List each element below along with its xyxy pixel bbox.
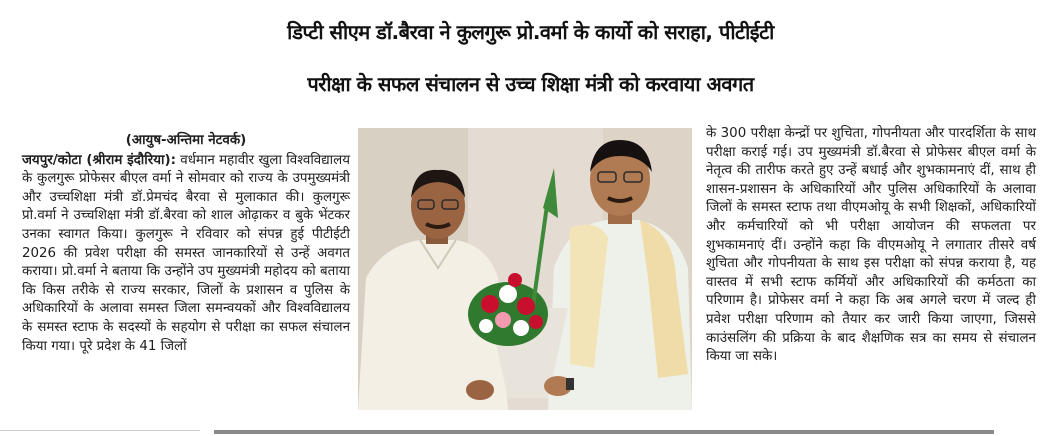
divider-bottom bbox=[214, 430, 994, 434]
right-body-text: के 300 परीक्षा केन्द्रों पर शुचिता, गोपनीयता और पारदर्शिता के साथ परीक्षा कराई गई। उप मुख्यमंत्री डॉ.बैरवा से प्रोफेसर बीएल वर्मा के नेतृत्व की तारीफ करते हुए उन्हें बधाई और शुभकामनाएं दीं, साथ ही शासन-प्रशासन के अधिकारियों और पुलिस अधिकारियों के अलावा जिलों के समस्त स्टाफ तथा वीएमओयू के सभी शिक्षकों, अधिकारियों और कर्मचारियों को भी परीक्षा आयोजन की सफलता पर शुभकामनाएं दीं। उन्होंने कहा कि वीएमओयू ने लगातार तीसरे वर्ष शुचिता और गोपनीयता के साथ इस परीक्षा को संपन्न कराया है, यह वास्तव में सभी स्टाफ कर्मियों और अधिकारियों की कर्मठता का परिणाम है। प्रोफेसर वर्मा ने कहा कि अब अगले चरण में जल्द ही प्रवेश परीक्षा परिणाम को तैयार कर जारी किया जाएगा, जिससे काउंसलिंग की प्रक्रिया के बाद शैक्षणिक सत्र का समय से संचालन किया जा सके। bbox=[706, 126, 1036, 365]
bouquet-flower-2 bbox=[499, 285, 517, 303]
bouquet-rose-7 bbox=[529, 315, 543, 329]
headline bbox=[0, 6, 1061, 110]
left-body-text: वर्धमान महावीर खुला विश्वविद्यालय के कुलगुरू प्रोफेसर बीएल वर्मा ने सोमवार को राज्य के उपमुख्यमंत्री और उच्चशिक्षा मंत्री डॉ.प्रेमचंद बैरवा से मुलाकात की। कुलगुरू प्रो.वर्मा ने उच्चशिक्षा मंत्री डॉ.बैरवा को शाल ओढ़ाकर व बुके भेंटकर उनका स्वागत किया। कुलगुरू ने रविवार को संपन्न हुई पीटीईटी 2026 की प्रवेश परीक्षा की समस्त जानकारियों से उन्हें अवगत कराया। प्रो.वर्मा ने बताया कि उन्होंने उप मुख्यमंत्री महोदय को बताया कि किस तरीके से राज्य सरकार, जिलों के प्रशासन व पुलिस के अधिकारियों के अलावा समस्त जिला समन्वयकों और विश्वविद्यालय के समस्त स्टाफ के सदस्यों के सहयोग से परीक्षा का सफल संचालन किया गया। पूरे प्रदेश के 41 जिलों bbox=[22, 152, 350, 354]
divider-left bbox=[0, 430, 200, 431]
news-photo-illustration bbox=[358, 128, 692, 410]
headline-line-2: परीक्षा के सफल संचालन से उच्च शिक्षा मंत्री को करवाया अवगत bbox=[307, 72, 754, 96]
news-credit: (आयुष-अन्तिमा नेटवर्क) bbox=[125, 133, 247, 148]
headline-line-1: डिप्टी सीएम डॉ.बैरवा ने कुलगुरू प्रो.वर्मा के कार्यो को सराहा, पीटीईटी bbox=[287, 20, 774, 44]
dateline: जयपुर/कोटा (श्रीराम इंदौरिया): bbox=[22, 152, 176, 168]
bouquet-rose-1 bbox=[481, 295, 499, 313]
bouquet-rose-8 bbox=[508, 273, 522, 287]
right-person-watch bbox=[566, 378, 574, 390]
news-photo bbox=[358, 128, 692, 410]
bouquet-flower-6 bbox=[479, 319, 493, 333]
bouquet-flower-4 bbox=[495, 312, 511, 328]
article-column-left bbox=[22, 132, 350, 356]
left-person-hand bbox=[466, 380, 494, 400]
bouquet-rose-3 bbox=[517, 297, 535, 315]
bouquet-flower-5 bbox=[513, 320, 529, 336]
article-column-right bbox=[706, 125, 1036, 367]
article-paragraph-left bbox=[22, 152, 350, 357]
